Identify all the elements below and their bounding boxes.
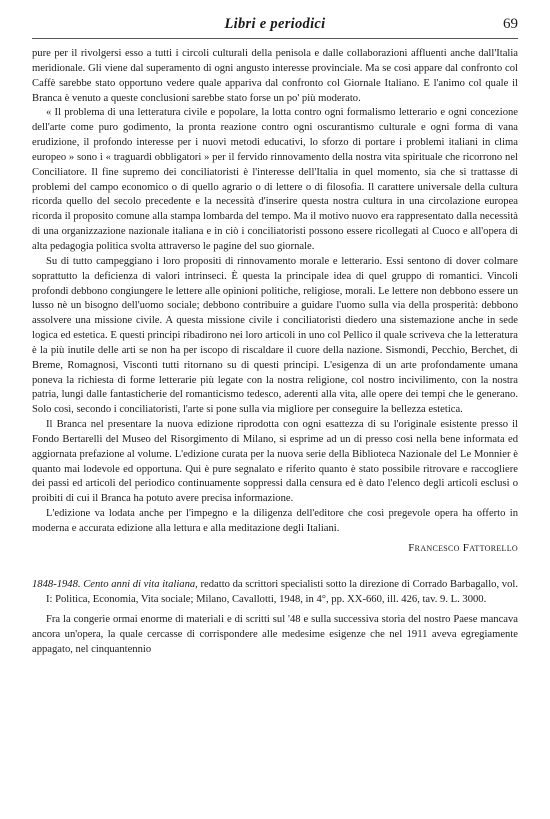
paragraph: L'edizione va lodata anche per l'impegno e la diligenza dell'editore che così pregevole opera ha offerto in moderna e accurata edizione alla lettura e alla meditazione degli Italiani.	[32, 508, 518, 534]
paragraph: Su di tutto campeggiano i loro propositi di rinnovamento morale e letterario. Essi sentono di dover colmare soprattutto la deficienza di valori intrinseci. È questa la principale idea di quel gruppo di romantici. Vincoli profondi debbono congiungere le lettere alle opinioni politiche, religiose, morali. Le lettere non debbono essere un lusso nè un bisogno dell'uomo sociale; debbono contribuire a guidare l'uomo sulla via della prosperità: debbono assolvere una missione civile. A questa missione civile i conciliatoristi diedero una sistemazione anche in sede logica ed estetica. E questi principi ribadirono nei loro articoli in uno col Pellico il quale scriveva che la letteratura è la più inutile delle arti se non ha per iscopo di riscaldare il cuore della nazione. Sismondi, Pecchio, Berchet, di Breme, Romagnosi, Visconti tutti ritornano su di questi principi. L'esigenza di un arte profondamente umana poneva la richiesta di forme letterarie più legate con la nostra religione, col nostro incivilimento, con la nostra patria, lungi dalle fantasticherie del romanticismo tedesco, aderenti alla vita, alle opere dei tempi che le generano. Solo così, secondo i conciliatoristi, l'arte si pone sulla via migliore per conseguire la bellezza estetica.	[32, 255, 518, 416]
book-review	[32, 578, 518, 658]
bibliographic-citation	[32, 578, 518, 608]
review-text: Fra la congerie ormai enorme di materiali e di scritti sul '48 e sulla successiva storia del nostro Paese mancava ancora un'opera, la quale cercasse di corrispondere alle medesime esigenze che nel 1911 aveva egregiamente appagato, nel cinquantennio	[32, 614, 518, 656]
running-title: Libri e periodici	[224, 16, 326, 32]
author-signature: Francesco Fattorello	[408, 541, 518, 554]
running-header	[32, 14, 518, 39]
article-body	[32, 47, 518, 556]
page-number: 69	[503, 16, 518, 32]
citation-details: redatto da scrittori specialisti sotto la direzione di Corrado Barbagallo, vol. I: Politica, Economia, Vita sociale; Milano, Cavallotti, 1948, in 4°, pp. XX-660, ill. 426, tav. 9. L. 3000.	[46, 578, 518, 605]
paragraph: « Il problema di una letteratura civile e popolare, la lotta contro ogni formalismo letterario e ogni concezione dell'arte come puro godimento, la pronta reazione contro ogni oscurantismo culturale e ogni forma di vana erudizione, il profondo interesse per i nuovi metodi educativi, lo sforzo di portare i problemi italiani in clima europeo » sono i « traguardi obbligatori » per il fervido rinnovamento della nostra vita spirituale che ricorrono nel Conciliatore. Il fine supremo dei conciliatoristi è l'interesse dell'Italia in quel momento, sia che si trattasse di problemi del campo economico o di quello agrario o di lettere o di filosofia. Il carattere universale della cultura ricorda quello del secolo precedente e la necessità d'inserire questa nostra cultura in una circolazione europea ricorda il proposito comune alla stampa lombarda del tempo. Ma il motivo nuovo era rappresentato dalla necessità di una organizzazione nazionale italiana e in ciò i conciliatoristi possono essere ricollegati al Cuoco e all'opera di alta pedagogia politica svolta attraverso le pagine del suo giornale.	[32, 107, 518, 252]
citation-title: 1848-1948. Cento anni di vita italiana,	[32, 578, 198, 590]
paragraph: Il Branca nel presentare la nuova edizione riprodotta con ogni esattezza di su l'originale esistente presso il Fondo Bertarelli del Museo del Risorgimento di Milano, si esprime ad un di presso così nella bene informata ed aggiornata prefazione al volume. L'edizione curata per la nuova serie della Biblioteca Nazionale del Le Monnier è quanto mai lodevole ed opportuna. Qui è pure segnalato e riferito quanto è stato possibile ritrovare e raccogliere dei passi ed articoli del periodico continuamente soppressi dalla censura ed è dato l'elenco degli articoli esclusi o proibiti di cui il Branca ha potuto avere precisa informazione.	[32, 419, 518, 505]
paragraph: pure per il rivolgersi esso a tutti i circoli culturali della penisola e dalle collaborazioni affluenti anche dall'Italia meridionale. Gli viene dal superamento di ogni angusto interesse provinciale. Ma se così appare dal confronto col Caffè sarebbe stato opportuno vedere quale appariva dal confronto col Giornale Italiano. E l'animo col quale il Branca è venuto a queste conclusioni sarebbe stato forse un po' più moderato.	[32, 48, 518, 104]
